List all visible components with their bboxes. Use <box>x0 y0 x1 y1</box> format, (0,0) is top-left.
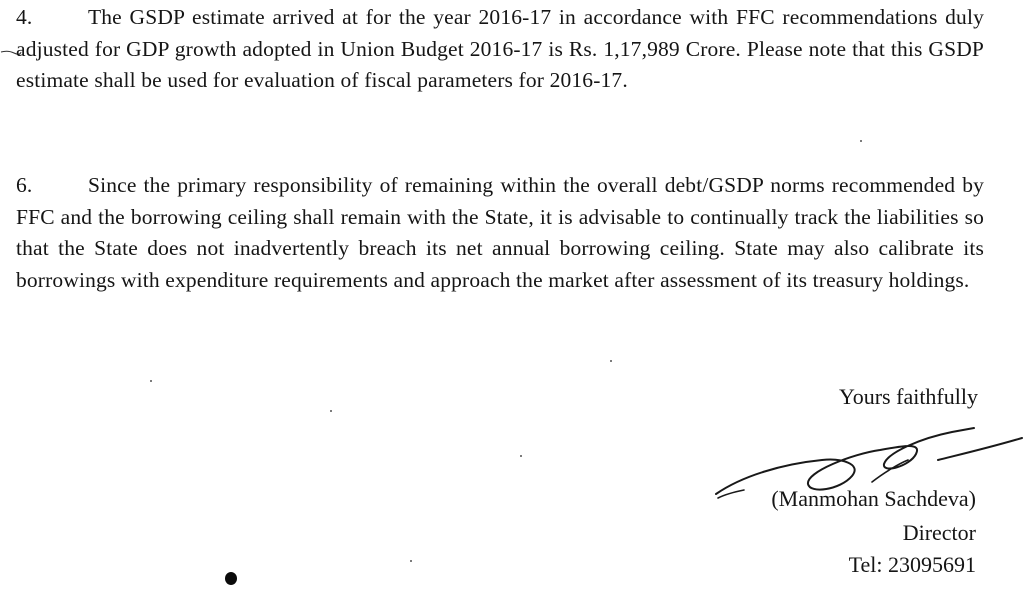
signer-name: (Manmohan Sachdeva) <box>771 486 976 511</box>
paragraph-text: Since the primary responsibility of remaining within the overall debt/GSDP norms recommended by FFC and the borrowing ceiling shall remain with the State, it is advisable to continually track the liabilities so that the State does not inadvertently breach its net annual borrowing ceiling. State may also calibrate its borrowings with expenditure requirements and approach the market after assessment of its treasury holdings. <box>16 173 984 292</box>
paragraph-number: 6. <box>16 173 33 197</box>
scan-speck <box>520 455 522 457</box>
signer-telephone: Tel: 23095691 <box>848 552 976 577</box>
scan-speck <box>860 140 862 142</box>
scan-speck <box>150 380 152 382</box>
paragraph-text: The GSDP estimate arrived at for the year 2016-17 in accordance with FFC recommendations duly adjusted for GDP growth adopted in Union Budget 2016-17 is Rs. 1,17,989 Crore. Please note that this GSDP estimate shall be used for evaluation of fiscal parameters for 2016-17. <box>16 5 984 92</box>
paragraph-6 <box>16 170 984 296</box>
ink-dot <box>225 572 237 585</box>
scan-speck <box>410 560 412 562</box>
signer-title: Director <box>902 520 976 545</box>
closing-salutation: Yours faithfully <box>839 384 978 409</box>
scan-speck <box>610 360 612 362</box>
paragraph-4 <box>16 2 984 97</box>
scan-speck <box>330 410 332 412</box>
paragraph-number: 4. <box>16 5 33 29</box>
